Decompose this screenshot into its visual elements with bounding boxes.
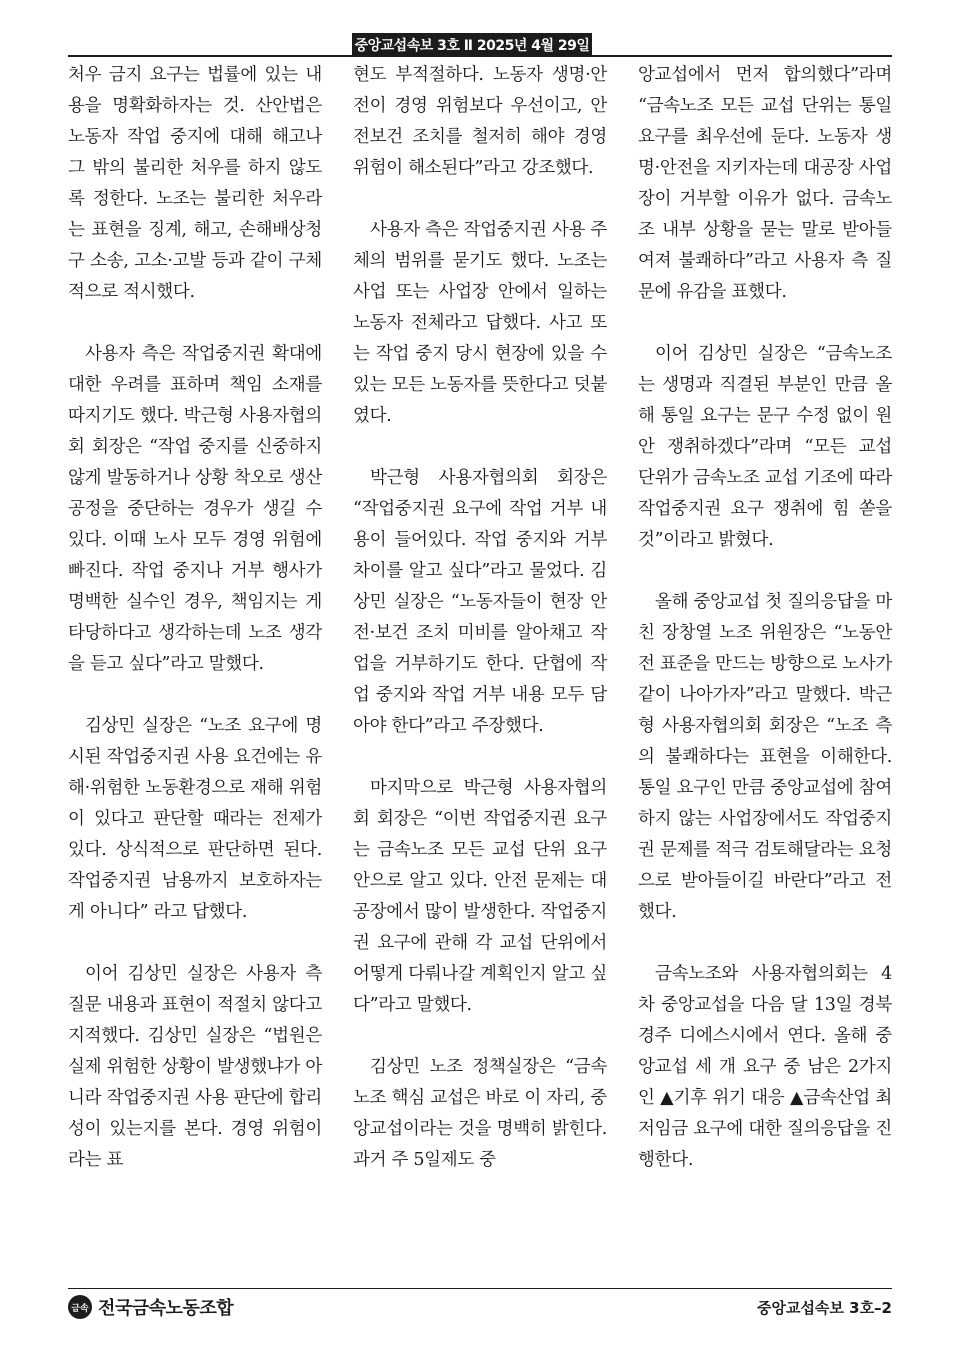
paragraph: 김상민 노조 정책실장은 “금속노조 핵심 교섭은 바로 이 자리, 중앙교섭이라는 것을 명백히 밝힌다. 과거 주 5일제도 중 (353, 1057, 607, 1170)
paragraph: 처우 금지 요구는 법률에 있는 내용을 명확화하자는 것. 산안법은 노동자 작업 중지에 대해 해고나 그 밖의 불리한 처우를 하지 않도록 정한다. 노조는 불리한 처우라는 표현을 징계, 해고, 손해배상청구 소송, 고소·고발 등과 같이 구체적으로 적시했다. (68, 65, 322, 302)
bottom-rule (68, 1288, 892, 1289)
top-rule (68, 55, 892, 57)
page-label: 중앙교섭속보 3호–2 (756, 1299, 892, 1317)
article-column-2 (353, 60, 607, 1207)
paragraph: 올해 중앙교섭 첫 질의응답을 마친 장창열 노조 위원장은 “노동안전 표준을 만드는 방향으로 노사가 같이 나아가자”라고 말했다. 박근형 사용자협의회 회장은 “노조 측의 불쾌하다는 표현을 이해한다. 통일 요구인 만큼 중앙교섭에 참여하지 않는 사업장에서도 작업중지권 문제를 적극 검토해달라는 요청으로 받아들이길 바란다”라고 전했다. (638, 592, 892, 922)
paragraph: 박근형 사용자협의회 회장은 “작업중지권 요구에 작업 거부 내용이 들어있다. 작업 중지와 거부 차이를 알고 싶다”라고 물었다. 김상민 실장은 “노동자들이 현장 안전·보건 조치 미비를 알아채고 작업을 거부하기도 한다. 단협에 작업 중지와 작업 거부 내용 모두 담아야 한다”라고 주장했다. (353, 468, 607, 736)
paragraph: 금속노조와 사용자협의회는 4차 중앙교섭을 다음 달 13일 경북 경주 디에스시에서 연다. 올해 중앙교섭 세 개 요구 중 남은 2가지인 ▲기후 위기 대응 ▲금속산업 최저임금 요구에 대한 질의응답을 진행한다. (638, 964, 892, 1170)
footer-logo (68, 1294, 233, 1320)
org-name: 전국금속노동조합 (98, 1298, 234, 1319)
paragraph: 김상민 실장은 “노조 요구에 명시된 작업중지권 사용 요건에는 유해·위험한 노동환경으로 재해 위험이 있다고 판단할 때라는 전제가 있다. 상식적으로 판단하면 된다. 작업중지권 남용까지 보호하자는 게 아니다” 라고 답했다. (68, 716, 322, 922)
article-column-3 (638, 60, 892, 1207)
union-emblem-icon: 금속 (68, 1295, 92, 1319)
paragraph: 이어 김상민 실장은 “금속노조는 생명과 직결된 부분인 만큼 올해 통일 요구는 문구 수정 없이 원안 쟁취하겠다”라며 “모든 교섭 단위가 금속노조 교섭 기조에 따라 작업중지권 요구 쟁취에 힘 쏟을 것”이라고 밝혔다. (638, 344, 892, 550)
paragraph: 현도 부적절하다. 노동자 생명·안전이 경영 위험보다 우선이고, 안전보건 조치를 철저히 해야 경영 위험이 해소된다”라고 강조했다. (353, 65, 607, 178)
masthead: 중앙교섭속보 3호 Ⅱ 2025년 4월 29일 (352, 33, 592, 56)
paragraph: 사용자 측은 작업중지권 확대에 대한 우려를 표하며 책임 소재를 따지기도 했다. 박근형 사용자협의회 회장은 “작업 중지를 신중하지 않게 발동하거나 상황 착오로 생산 공정을 중단하는 경우가 생길 수 있다. 이때 노사 모두 경영 위험에 빠진다. 작업 중지나 거부 행사가 명백한 실수인 경우, 책임지는 게 타당하다고 생각하는데 노조 생각을 듣고 싶다”라고 말했다. (68, 344, 322, 674)
article-column-1 (68, 60, 322, 1207)
paragraph: 사용자 측은 작업중지권 사용 주체의 범위를 묻기도 했다. 노조는 사업 또는 사업장 안에서 일하는 노동자 전체라고 답했다. 사고 또는 작업 중지 당시 현장에 있을 수 있는 모든 노동자를 뜻한다고 덧붙였다. (353, 220, 607, 426)
paragraph: 마지막으로 박근형 사용자협의회 회장은 “이번 작업중지권 요구는 금속노조 모든 교섭 단위 요구안으로 알고 있다. 안전 문제는 대공장에서 많이 발생한다. 작업중지권 요구에 관해 각 교섭 단위에서 어떻게 다뤄나갈 계획인지 알고 싶다”라고 말했다. (353, 778, 607, 1015)
paragraph: 앙교섭에서 먼저 합의했다”라며 “금속노조 모든 교섭 단위는 통일 요구를 최우선에 둔다. 노동자 생명·안전을 지키자는데 대공장 사업장이 거부할 이유가 없다. 금속노조 내부 상황을 묻는 말로 받아들여져 불쾌하다”라고 사용자 측 질문에 유감을 표했다. (638, 65, 892, 302)
paragraph: 이어 김상민 실장은 사용자 측 질문 내용과 표현이 적절치 않다고 지적했다. 김상민 실장은 “법원은 실제 위험한 상황이 발생했냐가 아니라 작업중지권 사용 판단에 합리성이 있는지를 본다. 경영 위험이라는 표 (68, 964, 322, 1170)
